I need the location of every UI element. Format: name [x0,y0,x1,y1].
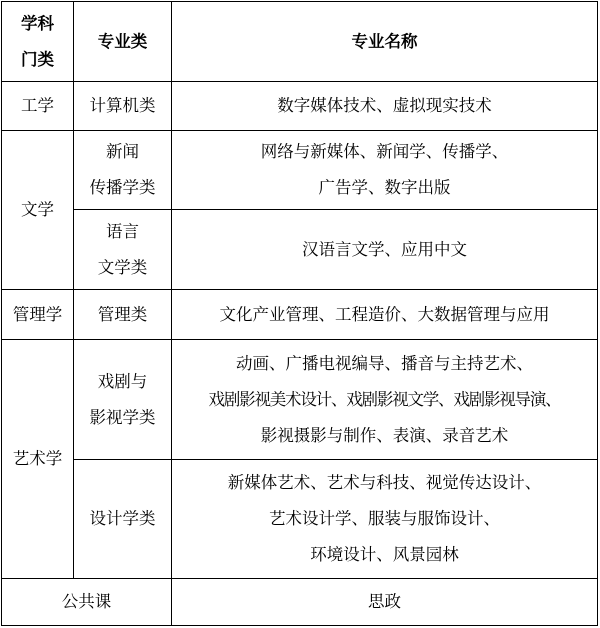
majors-line: 环境设计、风景园林 [310,545,459,564]
table-row [2,340,598,460]
table-row [2,290,598,340]
majors-line: 新媒体艺术、艺术与科技、视觉传达设计、 [227,473,542,492]
category-line: 戏剧与 [97,371,148,391]
common-course-label: 公共课 [2,579,172,626]
majors-line: 汉语言文学、应用中文 [302,239,467,259]
header-category: 专业类 [74,2,172,82]
discipline-cell: 艺术学 [2,340,74,579]
majors-line: 广告学、数字出版 [318,178,451,197]
category-line: 文学类 [97,257,148,277]
category-cell [74,131,172,210]
table-row [2,131,598,210]
category-line: 语言 [106,221,139,241]
majors-cell [172,82,598,131]
majors-line: 文化产业管理、工程造价、大数据管理与应用 [219,304,550,324]
header-discipline-line-1: 学科 [21,13,54,33]
category-line: 影视学类 [89,407,156,427]
header-row [2,2,598,82]
category-line: 新闻 [106,142,139,161]
category-cell [74,340,172,460]
category-cell [74,210,172,290]
category-cell: 设计学类 [74,460,172,579]
category-cell: 计算机类 [74,82,172,131]
header-discipline [2,2,74,82]
majors-cell [172,340,598,460]
majors-line: 艺术设计学、服装与服饰设计、 [269,509,500,528]
majors-line: 动画、广播电视编导、播音与主持艺术、 [236,353,533,373]
majors-cell [172,460,598,579]
majors-line: 数字媒体技术、虚拟现实技术 [277,96,492,115]
header-majors: 专业名称 [172,2,598,82]
discipline-cell: 工学 [2,82,74,131]
category-cell: 管理类 [74,290,172,340]
majors-cell: 思政 [172,579,598,626]
table-row [2,579,598,626]
majors-line: 影视摄影与制作、表演、录音艺术 [260,425,509,445]
majors-cell [172,290,598,340]
table-row [2,210,598,290]
majors-cell [172,210,598,290]
table-row [2,82,598,131]
majors-line: 网络与新媒体、新闻学、传播学、 [260,142,509,161]
header-discipline-line-2: 门类 [21,49,54,69]
table-row [2,460,598,579]
category-line: 传播学类 [89,178,156,197]
discipline-cell: 文学 [2,131,74,290]
discipline-cell: 管理学 [2,290,74,340]
majors-line: 戏剧影视美术设计、戏剧影视文学、戏剧影视导演、 [208,389,561,409]
majors-cell [172,131,598,210]
majors-table [1,1,598,626]
